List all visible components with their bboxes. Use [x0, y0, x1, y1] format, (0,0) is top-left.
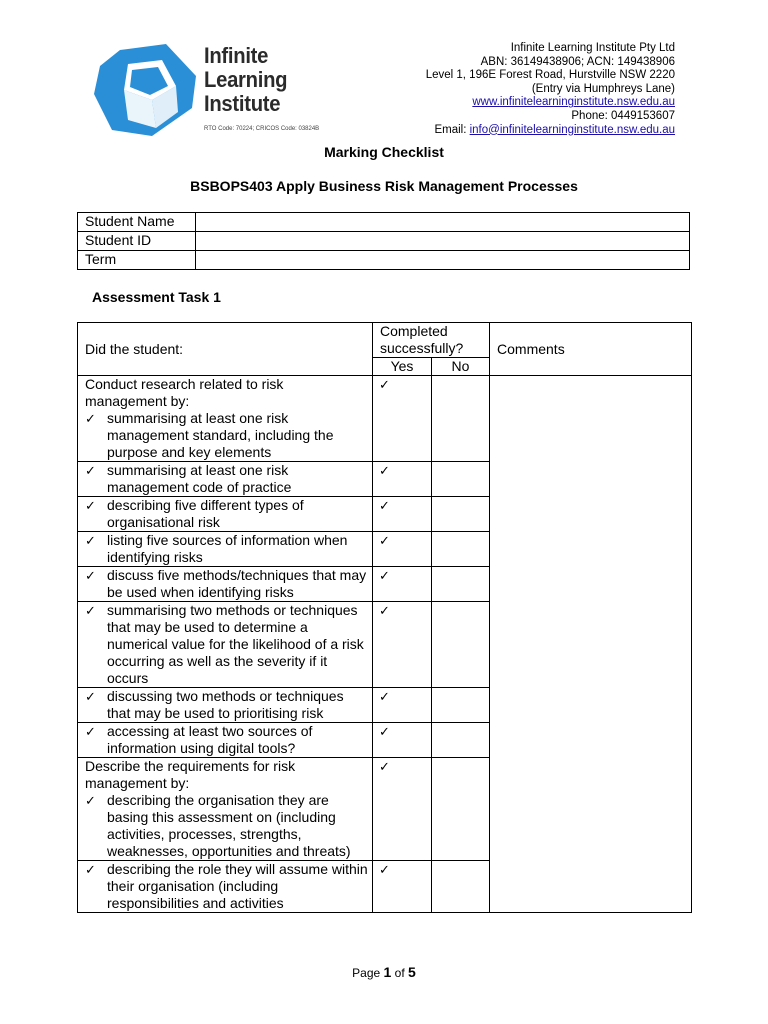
no-cell[interactable]: [432, 602, 490, 688]
page-number: 1: [383, 964, 392, 980]
phone: Phone: 0449153607: [571, 109, 675, 122]
yes-cell[interactable]: [373, 462, 432, 497]
criterion-item: [85, 688, 368, 722]
abn-acn: ABN: 36149438906; ACN: 149438906: [480, 55, 675, 68]
no-cell[interactable]: [432, 688, 490, 723]
criterion-cell: [78, 723, 373, 758]
logo-line-2: Learning: [204, 67, 288, 92]
col-header-comments: Comments: [490, 323, 692, 376]
yes-cell[interactable]: [373, 861, 432, 913]
criterion-cell: [78, 688, 373, 723]
logo: [92, 42, 332, 138]
criterion-item: [85, 861, 368, 912]
col-header-completed: Completed successfully?: [373, 323, 490, 358]
term-label: Term: [78, 251, 196, 270]
student-id-field[interactable]: [196, 232, 690, 251]
criterion-cell: [78, 376, 373, 462]
checkmark-bullet-icon: ✓: [85, 724, 96, 739]
yes-checkmark-icon: ✓: [379, 759, 390, 774]
criterion-text: discussing two methods or techniques that may be used to prioritising risk: [107, 688, 344, 721]
criterion-cell: [78, 532, 373, 567]
checkmark-bullet-icon: ✓: [85, 568, 96, 583]
address: Level 1, 196E Forest Road, Hurstville NSW 2220: [425, 69, 675, 82]
criterion-item: [85, 532, 368, 566]
of-word: of: [391, 966, 409, 980]
criterion-cell: [78, 567, 373, 602]
criterion-text: summarising at least one risk management standard, including the purpose and key elements: [107, 410, 334, 460]
criterion-text: describing the role they will assume within their organisation (including responsibilities and activities: [107, 861, 368, 911]
yes-cell[interactable]: [373, 497, 432, 532]
email-label: Email:: [434, 123, 470, 136]
comments-cell[interactable]: [490, 376, 692, 913]
yes-cell[interactable]: [373, 602, 432, 688]
page-title: Marking Checklist: [324, 144, 444, 160]
entry-note: (Entry via Humphreys Lane): [531, 82, 675, 95]
student-id-label: Student ID: [78, 232, 196, 251]
criterion-intro: Conduct research related to risk management by:: [85, 376, 284, 409]
criterion-cell: [78, 497, 373, 532]
criterion-text: listing five sources of information when identifying risks: [107, 532, 348, 565]
checkmark-bullet-icon: ✓: [85, 862, 96, 877]
page-footer: [0, 964, 768, 980]
criterion-item: [85, 410, 368, 461]
logo-codes: RTO Code: 70224; CRICOS Code: 03824B: [204, 126, 320, 132]
page-word: Page: [352, 966, 384, 980]
logo-line-1: Infinite: [204, 43, 269, 68]
no-cell[interactable]: [432, 758, 490, 861]
student-name-row: [78, 213, 690, 232]
criterion-item: [85, 723, 368, 757]
criterion-text: summarising two methods or techniques that may be used to determine a numerical value for the likelihood of a risk occurring as well as the severity if it occurs: [107, 602, 364, 686]
checklist-row: [78, 376, 692, 462]
criterion-item: [85, 462, 368, 496]
col-header-no: No: [432, 358, 490, 376]
term-field[interactable]: [196, 251, 690, 270]
no-cell[interactable]: [432, 376, 490, 462]
page-total: 5: [408, 964, 416, 980]
yes-checkmark-icon: ✓: [379, 689, 390, 704]
logo-line-3: Institute: [204, 91, 281, 116]
checkmark-bullet-icon: ✓: [85, 603, 96, 618]
company-name: Infinite Learning Institute Pty Ltd: [510, 42, 675, 54]
no-cell[interactable]: [432, 567, 490, 602]
contact-block: [426, 42, 675, 137]
unit-title: BSBOPS403 Apply Business Risk Management Processes: [190, 178, 578, 194]
col-header-yes: Yes: [373, 358, 432, 376]
yes-cell[interactable]: [373, 376, 432, 462]
checkmark-bullet-icon: ✓: [85, 533, 96, 548]
yes-checkmark-icon: ✓: [379, 533, 390, 548]
yes-checkmark-icon: ✓: [379, 568, 390, 583]
no-cell[interactable]: [432, 462, 490, 497]
cube-logo-icon: [92, 42, 198, 138]
term-row: [78, 251, 690, 270]
criterion-text: summarising at least one risk management code of practice: [107, 462, 292, 495]
yes-checkmark-icon: ✓: [379, 603, 390, 618]
no-cell[interactable]: [432, 497, 490, 532]
checkmark-bullet-icon: ✓: [85, 463, 96, 478]
no-cell[interactable]: [432, 861, 490, 913]
criterion-item: [85, 567, 368, 601]
yes-cell[interactable]: [373, 532, 432, 567]
task-heading: Assessment Task 1: [92, 289, 221, 305]
criterion-cell: [78, 602, 373, 688]
checkmark-bullet-icon: ✓: [85, 411, 96, 426]
no-cell[interactable]: [432, 723, 490, 758]
yes-checkmark-icon: ✓: [379, 862, 390, 877]
email-link[interactable]: info@infinitelearninginstitute.nsw.edu.au: [469, 123, 675, 136]
checkmark-bullet-icon: ✓: [85, 498, 96, 513]
logo-wordmark: [204, 44, 287, 116]
yes-cell[interactable]: [373, 758, 432, 861]
checklist-rows: [78, 376, 692, 913]
checkmark-bullet-icon: ✓: [85, 793, 96, 808]
yes-cell[interactable]: [373, 723, 432, 758]
student-info-table: [77, 212, 690, 270]
student-name-field[interactable]: [196, 213, 690, 232]
criterion-text: describing five different types of organisational risk: [107, 497, 304, 530]
col-header-did: Did the student:: [78, 323, 373, 376]
yes-checkmark-icon: ✓: [379, 463, 390, 478]
no-cell[interactable]: [432, 532, 490, 567]
criterion-item: [85, 792, 368, 860]
criterion-item: [85, 602, 368, 687]
marking-checklist-table: [77, 322, 692, 913]
yes-checkmark-icon: ✓: [379, 724, 390, 739]
student-name-label: Student Name: [78, 213, 196, 232]
criterion-cell: [78, 758, 373, 861]
yes-cell[interactable]: [373, 567, 432, 602]
criterion-text: discuss five methods/techniques that may be used when identifying risks: [107, 567, 367, 600]
criterion-intro: Describe the requirements for risk management by:: [85, 758, 296, 791]
header-row: [78, 323, 692, 358]
student-id-row: [78, 232, 690, 251]
criterion-text: accessing at least two sources of information using digital tools?: [107, 723, 313, 756]
criterion-cell: [78, 861, 373, 913]
criterion-cell: [78, 462, 373, 497]
yes-checkmark-icon: ✓: [379, 377, 390, 392]
criterion-text: describing the organisation they are basing this assessment on (including activities, processes, strengths, weaknesses, opportunities and threats): [107, 792, 351, 859]
yes-checkmark-icon: ✓: [379, 498, 390, 513]
yes-cell[interactable]: [373, 688, 432, 723]
checkmark-bullet-icon: ✓: [85, 689, 96, 704]
website-link[interactable]: www.infinitelearninginstitute.nsw.edu.au: [472, 96, 675, 109]
criterion-item: [85, 497, 368, 531]
